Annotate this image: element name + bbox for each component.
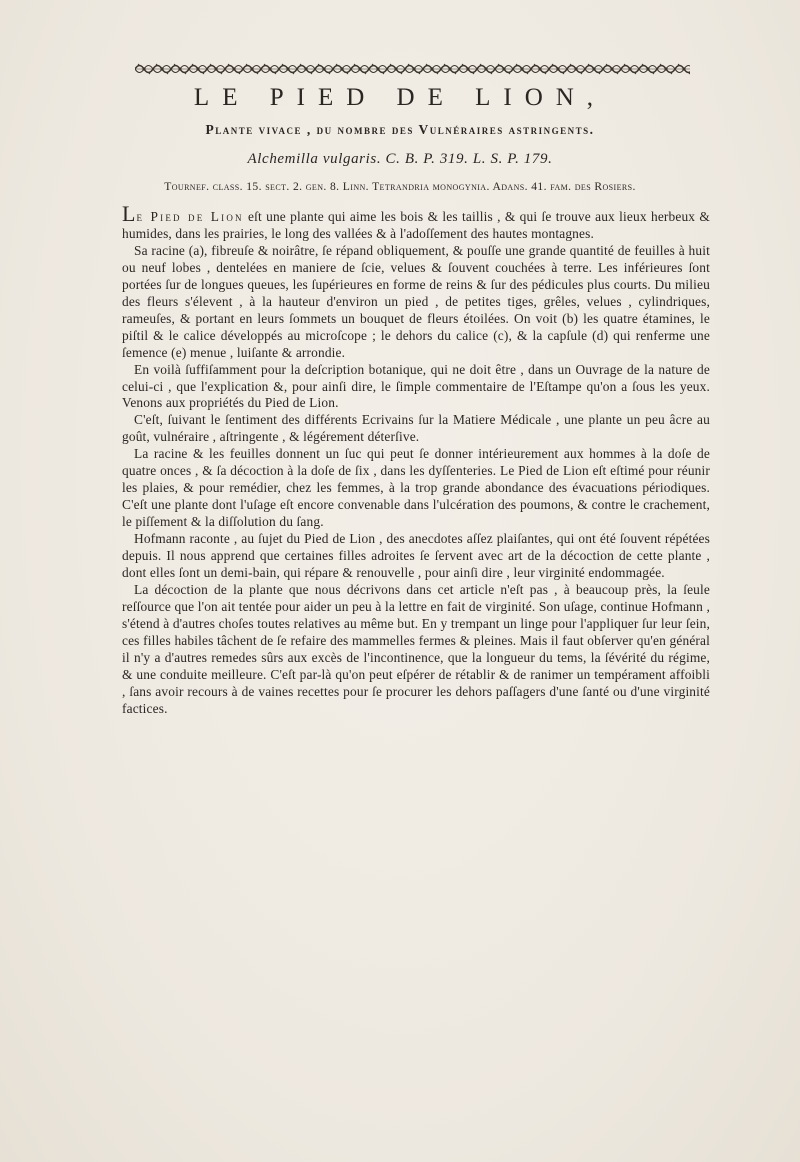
latin-name: Alchemilla vulgaris. C. B. P. 319. L. S. P. 179. xyxy=(247,151,553,167)
paragraph-3: En voilà ſuffiſamment pour la deſcription botanique, qui ne doit être , dans un Ouvrage de la nature de celui-ci , que l'explication &, pour ainſi dire, le ſimple commentaire de l'Eſtampe qu'on a ſous les yeux. Venons aux propriétés du Pied de Lion. xyxy=(122,361,710,411)
decorative-border-ornament xyxy=(135,62,690,76)
drop-cap: L xyxy=(122,201,137,226)
paragraph-7: La décoction de la plante que nous décrivons dans cet article n'eſt pas , à beaucoup près, la ſeule reſſource que l'on ait tentée pour aider un peu à la lettre en fait de virginité. Son uſage, continue Hofmann , s'étend à d'autres choſes toutes relatives au même but. En y trempant un linge pour l'appliquer ſur leur ſein, ces filles habiles tâchent de ſe refaire des mammelles fermes & pleines. Mais il faut obſerver qu'en général il n'y a d'autres remedes sûrs aux excès de l'incontinence, que la longueur du tems, la ſévérité du régime, & une conduite meilleure. C'eſt par-là qu'on peut eſpérer de rétablir & de ranimer un tempérament affoibli , ſans avoir recours à de vaines recettes pour ſe procurer les dehors paſſagers d'une ſanté ou d'une virginité factices. xyxy=(122,581,710,716)
article-body xyxy=(122,201,710,718)
paragraph-1 xyxy=(122,201,710,243)
plant-name-lead: e Pied de Lion xyxy=(136,209,244,224)
paragraph-6: Hofmann raconte , au ſujet du Pied de Lion , des anecdotes aſſez plaiſantes, qui ont été ſouvent répétées depuis. Il nous apprend que certaines filles adroites ſe ſervent avec art de la décoction de cette plante , dont elles ſont un demi-bain, qui répare & renouvelle , pour ainſi dire , leur virginité endommagée. xyxy=(122,531,710,581)
botanical-classification: Tournef. claſſ. 15. ſect. 2. gen. 8. Linn. Tetrandria monogynia. Adans. 41. fam. des Roſiers. xyxy=(164,180,636,193)
paragraph-4: C'eſt, ſuivant le ſentiment des différents Ecrivains ſur la Matiere Médicale , une plante un peu âcre au goût, vulnéraire , aſtringente , & légérement déterſive. xyxy=(122,412,710,445)
paragraph-1-text: eſt une plante qui aime les bois & les taillis , & qui ſe trouve aux lieux herbeux & humides, dans les prairies, le long des vallées & à l'adoſſement des hautes montagnes. xyxy=(122,209,710,241)
paragraph-5: La racine & les feuilles donnent un ſuc qui peut ſe donner intérieurement aux hommes à la doſe de quatre onces , & ſa décoction à la doſe de ſix , dans les dyſſenteries. Le Pied de Lion eſt eſtimé pour réunir les plaies, & pour remédier, chez les femmes, à la trop grande abondance des évacuations périodiques. C'eſt une plante dont l'uſage eſt encore convenable dans l'ulcération des poumons, & contre le crachement, le piſſement & la diſſolution du ſang. xyxy=(122,446,710,530)
paragraph-2: Sa racine (a), fibreuſe & noirâtre, ſe répand obliquement, & pouſſe une grande quantité de feuilles à huit ou neuf lobes , dentelées en maniere de ſcie, velues & ſouvent couchées à terre. Les inférieures ſont portées ſur de longues queues, les ſupérieures en forme de reins & ſur des pédicules plus courts. Du milieu des fleurs s'élevent , à la hauteur d'environ un pied , de petites tiges, grêles, velues , cylindriques, rameuſes, & portant en leurs ſommets un bouquet de fleurs étoilées. On voit (b) les quatre étamines, le piſtil & le calice développés au microſcope ; le dehors du calice (c), & la capſule (d) qui renferme une ſemence (e) menue , luiſante & arrondie. xyxy=(122,242,710,360)
plant-subtitle: Plante vivace , du nombre des Vulnéraires astringents. xyxy=(205,122,595,137)
page-title: LE PIED DE LION, xyxy=(193,84,607,111)
